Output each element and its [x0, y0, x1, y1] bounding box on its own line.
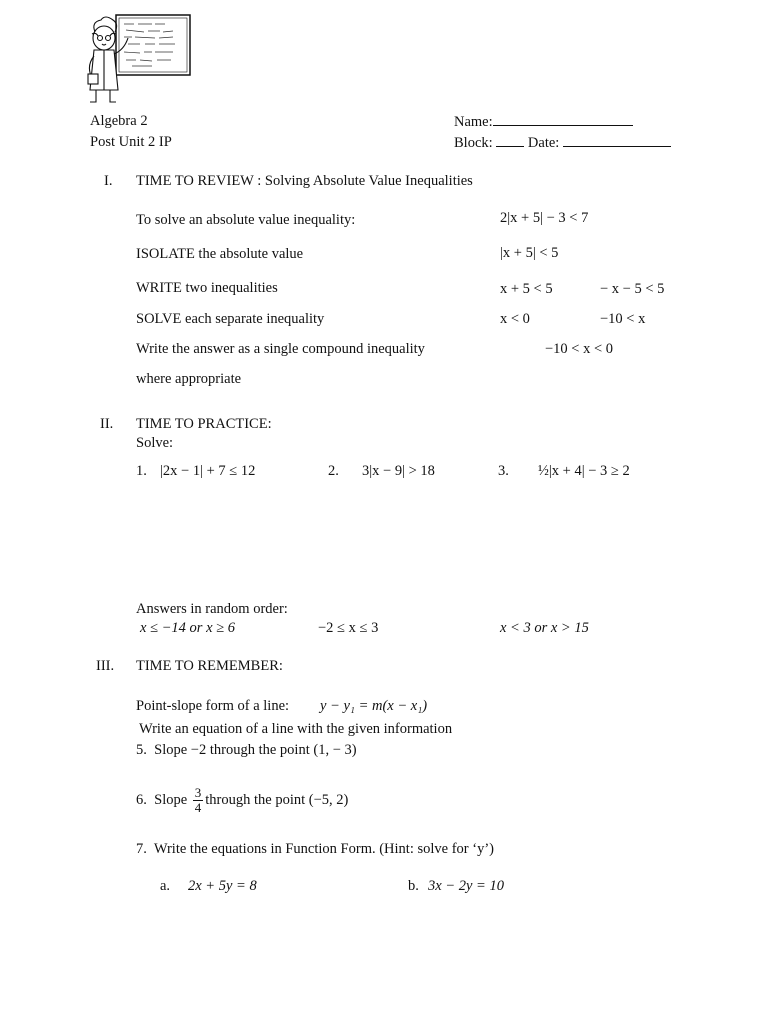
- section-1-numeral: I.: [104, 173, 113, 189]
- step-math: −10 < x < 0: [545, 341, 614, 357]
- part-math: 2x + 5y = 8: [188, 878, 257, 894]
- fraction-numerator: 3: [194, 785, 202, 800]
- instruction: Write an equation of a line with the given information: [139, 721, 453, 737]
- step-label: Write the answer as a single compound inequality: [136, 341, 425, 357]
- name-label: Name:: [454, 114, 493, 130]
- question-6: [136, 786, 348, 815]
- professor-chalkboard-clipart: [86, 12, 194, 108]
- step-label: To solve an absolute value inequality:: [136, 212, 356, 228]
- part-math: 3x − 2y = 10: [428, 878, 504, 894]
- question-text: Slope: [154, 742, 188, 758]
- answer-option: x < 3 or x > 15: [500, 620, 589, 636]
- section-2-subtitle: Solve:: [136, 435, 174, 451]
- answers-label: Answers in random order:: [136, 601, 288, 617]
- fraction-denominator: 4: [194, 800, 202, 815]
- slope-value: −2: [190, 742, 207, 758]
- question-number: 6.: [136, 791, 147, 808]
- point-value: (1, − 3): [313, 742, 357, 758]
- question-text: Write the equations in Function Form. (Hint: solve for ‘y’): [153, 841, 494, 857]
- question-5: [136, 742, 357, 759]
- section-2-numeral: II.: [100, 416, 114, 432]
- unit-title: Post Unit 2 IP: [90, 134, 172, 150]
- answer-option: −2 ≤ x ≤ 3: [318, 620, 379, 636]
- block-blank[interactable]: [496, 134, 524, 147]
- problem-math: ½|x + 4| − 3 ≥ 2: [538, 463, 630, 479]
- step-math: |x + 5| < 5: [500, 245, 559, 261]
- block-date-field[interactable]: [454, 134, 671, 152]
- question-text: through the point: [209, 742, 310, 758]
- slope-fraction: [193, 786, 204, 815]
- name-field[interactable]: [454, 113, 633, 131]
- answer-option: x ≤ −14 or x ≥ 6: [140, 620, 235, 636]
- question-number: 5.: [136, 742, 147, 758]
- step-math: 2|x + 5| − 3 < 7: [500, 210, 589, 226]
- problem-number: 3.: [498, 463, 509, 479]
- point-slope-label: Point-slope form of a line:: [136, 698, 290, 714]
- step-label: SOLVE each separate inequality: [136, 311, 325, 327]
- step-label: where appropriate: [136, 371, 242, 387]
- section-2-title: TIME TO PRACTICE:: [136, 416, 272, 432]
- step-math: −10 < x: [600, 311, 646, 327]
- section-1-title: TIME TO REVIEW : Solving Absolute Value Inequalities: [136, 173, 473, 189]
- problem-number: 1.: [136, 463, 147, 479]
- question-text: Slope: [154, 791, 188, 808]
- problem-number: 2.: [328, 463, 339, 479]
- point-slope-formula: y − y₁ = m(x − x₁): [320, 698, 428, 714]
- section-3-numeral: III.: [96, 658, 115, 674]
- section-3-title: TIME TO REMEMBER:: [136, 658, 283, 674]
- date-label: Date:: [527, 135, 560, 151]
- course-title: Algebra 2: [90, 113, 148, 129]
- step-label: WRITE two inequalities: [136, 280, 278, 296]
- question-7: [136, 841, 494, 858]
- step-math: x + 5 < 5: [500, 281, 553, 297]
- step-math: − x − 5 < 5: [600, 281, 665, 297]
- point-value: (−5, 2): [308, 791, 349, 808]
- question-text: through the point: [205, 791, 306, 808]
- name-blank[interactable]: [493, 113, 633, 126]
- problem-math: |2x − 1| + 7 ≤ 12: [160, 463, 256, 479]
- step-label: ISOLATE the absolute value: [136, 246, 304, 262]
- date-blank[interactable]: [563, 134, 671, 147]
- step-math: x < 0: [500, 311, 530, 327]
- question-number: 7.: [136, 841, 147, 857]
- problem-math: 3|x − 9| > 18: [362, 463, 435, 479]
- part-letter: b.: [408, 878, 419, 894]
- part-letter: a.: [160, 878, 171, 894]
- block-label: Block:: [454, 135, 493, 151]
